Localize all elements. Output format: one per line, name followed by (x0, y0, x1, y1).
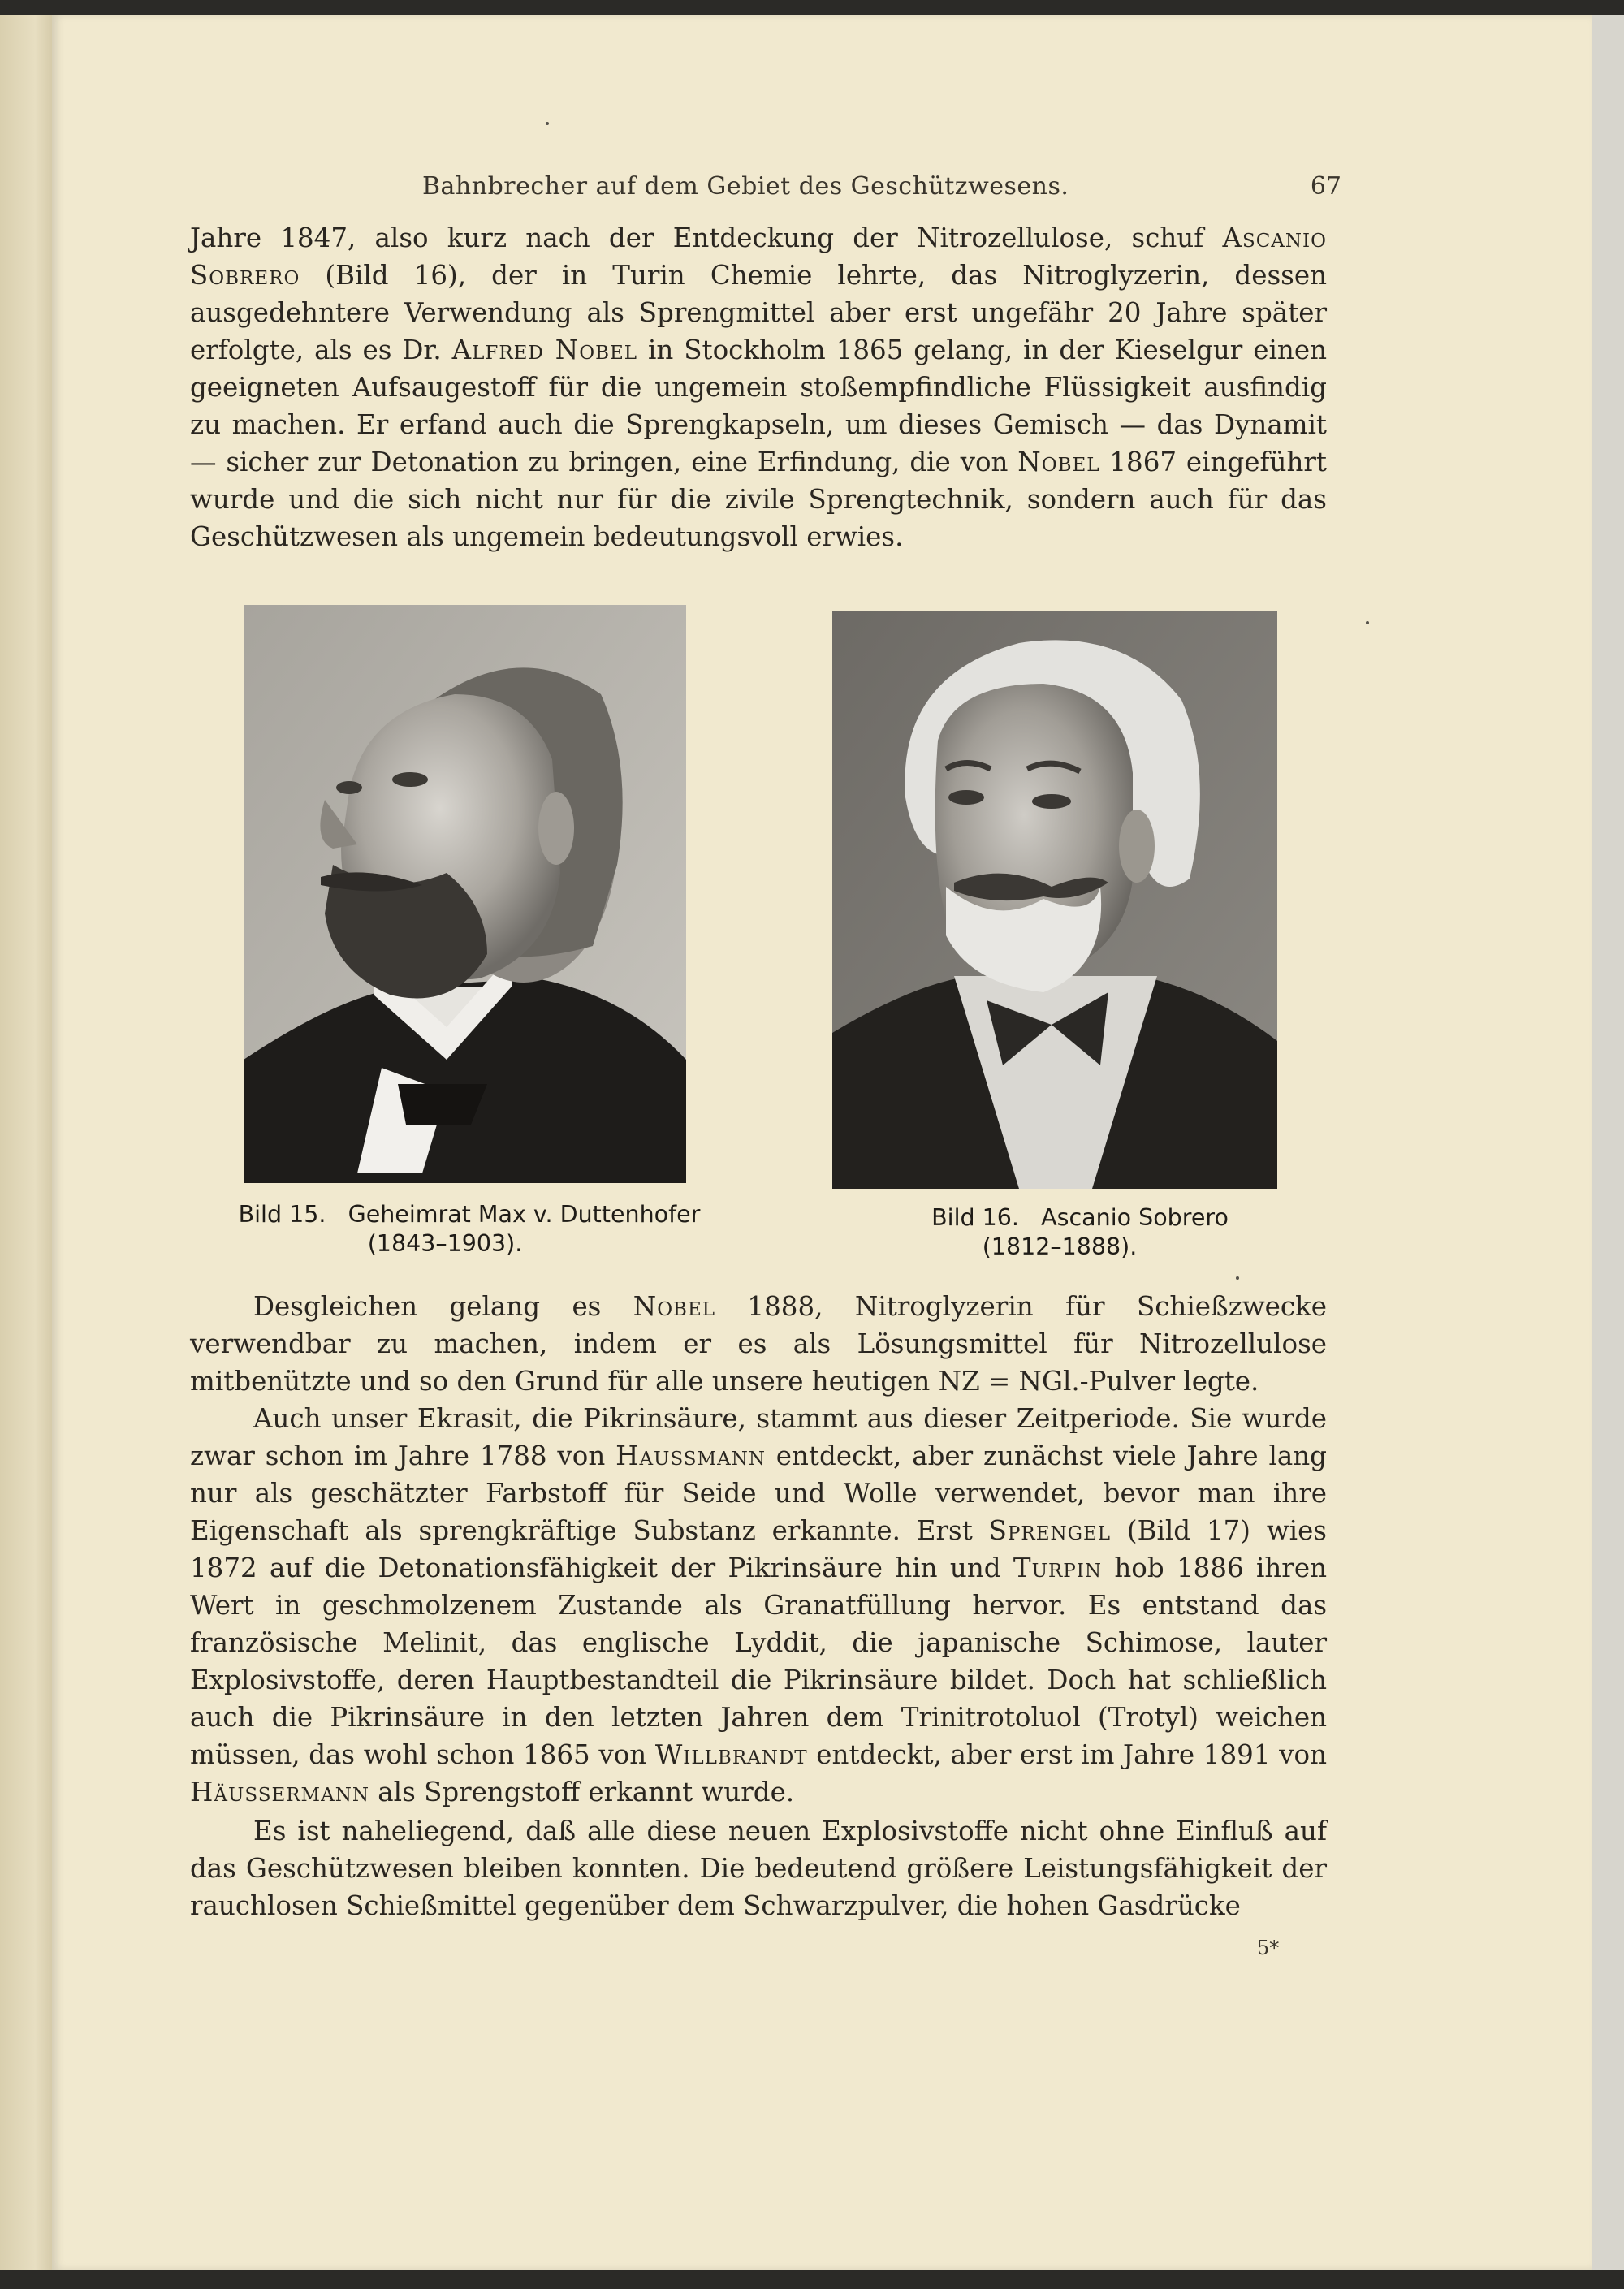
scan-top-border (0, 0, 1624, 15)
scan-speck (1236, 1276, 1239, 1280)
paragraph-1: Jahre 1847, also kurz nach der Entdeckung der Nitrozellulose, schuf Ascanio Sobrero (Bild 16), der in Turin Chemie lehrte, das Nitroglyzerin, dessen ausgedehntere Verwendung als Sprengmittel aber erst ungefähr 20 Jahre später erfolgte, als es Dr. Alfred Nobel in Stockholm 1865 gelang, in der Kieselgur einen geeigneten Aufsaugestoff für die ungemein stoßempfindliche Flüssigkeit ausfindig zu machen. Er erfand auch die Sprengkapseln, um dieses Gemisch — das Dynamit — sicher zur Detonation zu bringen, eine Erfindung, die von Nobel 1867 eingeführt wurde und die sich nicht nur für die zivile Sprengtechnik, sondern auch für das Geschützwesen als ungemein bedeutungsvoll erwies. (190, 222, 1327, 552)
person-name: Haussmann (615, 1440, 766, 1471)
person-name: Sprengel (988, 1515, 1112, 1546)
paragraph-4: Es ist naheliegend, daß alle diese neuen Explosivstoffe nicht ohne Einfluß auf das Geschützwesen bleiben konnten. Die bedeutend größere Leistungsfähigkeit der rauchlosen Schießmittel gegenüber dem Schwarzpulver, die hohen Gasdrücke (190, 1816, 1327, 1921)
scan-right-margin (1592, 15, 1624, 2270)
person-name: Alfred Nobel (451, 335, 638, 365)
paragraph-2: Desgleichen gelang es Nobel 1888, Nitroglyzerin für Schießzwecke verwendbar zu machen, indem er es als Lösungsmittel für Nitrozellulose mitbenützte und so den Grund für alle unsere heutigen NZ = NGl.-Pulver legte. (190, 1291, 1327, 1397)
person-name: Turpin (1013, 1553, 1102, 1583)
figure-16-caption (877, 1203, 1283, 1262)
caption-title: Bild 15. Geheimrat Max v. Duttenhofer (238, 1201, 701, 1228)
running-head: Bahnbrecher auf dem Gebiet des Geschützwesens. (422, 172, 1069, 201)
left-page-edge (0, 15, 58, 2270)
caption-dates: (1843–1903). (367, 1230, 523, 1257)
person-name: Nobel (1017, 447, 1100, 477)
person-name: Willbrandt (654, 1739, 808, 1770)
scan-speck (1366, 621, 1369, 624)
caption-dates: (1812–1888). (982, 1233, 1138, 1260)
paragraph-3: Auch unser Ekrasit, die Pikrinsäure, stammt aus dieser Zeitperiode. Sie wurde zwar schon im Jahre 1788 von Haussmann entdeckt, aber zunächst viele Jahre lang nur als geschätzter Farbstoff für Seide und Wolle verwendet, bevor man ihre Eigenschaft als sprengkräftige Substanz erkannte. Erst Sprengel (Bild 17) wies 1872 auf die Detonationsfähigkeit der Pikrinsäure hin und Turpin hob 1886 ihren Wert in geschmolzenem Zustande als Granatfüllung hervor. Es entstand das französische Melinit, das englische Lyddit, die japanische Schimose, lauter Explosivstoffe, deren Hauptbestandteil die Pikrinsäure bildet. Doch hat schließlich auch die Pikrinsäure in den letzten Jahren dem Trinitrotoluol (Trotyl) weichen müssen, das wohl schon 1865 von Willbrandt entdeckt, aber erst im Jahre 1891 von Häussermann als Sprengstoff erkannt wurde. (190, 1403, 1328, 1807)
person-name: Nobel (633, 1291, 716, 1322)
portrait-sobrero (832, 611, 1277, 1189)
scan-speck (546, 122, 549, 125)
caption-title: Bild 16. Ascanio Sobrero (931, 1204, 1229, 1231)
signature-mark: 5* (1257, 1937, 1280, 1959)
person-name: Häussermann (190, 1777, 369, 1807)
portrait-duttenhofer (244, 605, 686, 1183)
scan-bottom-border (0, 2270, 1624, 2289)
figure-15-caption (209, 1200, 729, 1259)
person-name: Ascanio Sobrero (190, 222, 1327, 291)
page-number: 67 (1310, 172, 1341, 201)
